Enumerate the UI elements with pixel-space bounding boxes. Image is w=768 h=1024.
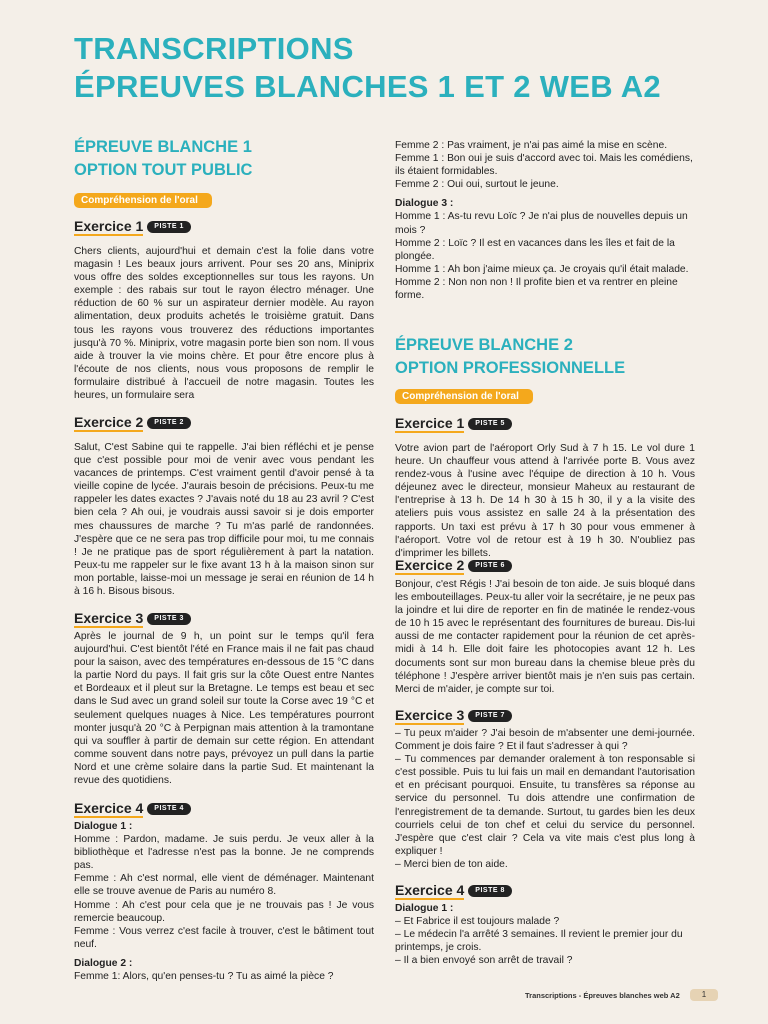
exercise-label: Exercice 3 — [395, 707, 465, 723]
exercise-4-dialogues — [74, 820, 374, 983]
section-title-line-2: OPTION PROFESSIONNELLE — [395, 359, 626, 377]
dialogue-line: Femme 2 : Oui oui, surtout le jeune. — [395, 179, 559, 191]
exercise-1-text: Votre avion part de l'aéroport Orly Sud à 7 h 15. Le vol dure 1 heure. Un chauffeur vous attend à l'arrivée porte B. Vous avez rendez-vous à l'usine avec l'équipe de direction à 10 h. Vous déjeunez avec le directeur, monsieur Maheux au restaurant de l'entreprise à 13 h. De 14 h 30 à 15 h 30, il y a la visite des ateliers puis vous assistez en salle 24 à la présentation des rapports. Un taxi est prévu à 17 h 30 pour vous emmener à l'aéroport. Votre vol de retour est à 19 h 30. N'oubliez pas d'imprimer les billets. — [395, 443, 695, 559]
dialogue-line: Homme 2 : Non non non ! Il profite bien et va rentrer en pleine forme. — [395, 276, 678, 302]
exercise-2-heading — [74, 414, 191, 432]
badge-comprehension-oral: Compréhension de l'oral — [74, 193, 212, 208]
dialogue-1-title: Dialogue 1 : — [74, 821, 133, 832]
exercise-3-text — [395, 727, 695, 871]
dialogue-line: Homme : Ah c'est pour cela que je ne trouvais pas ! Je vous remercie beaucoup. — [74, 899, 374, 924]
exercise-3-heading — [395, 707, 512, 725]
exercise-2-heading — [395, 557, 512, 575]
exercise-label: Exercice 1 — [395, 415, 465, 431]
piste-badge: PISTE 5 — [468, 418, 512, 430]
dialogue-3-title: Dialogue 3 : — [395, 198, 454, 210]
piste-badge: PISTE 1 — [147, 221, 191, 233]
exercise-1-heading — [74, 218, 191, 236]
exercise-4-heading — [74, 800, 191, 818]
piste-badge: PISTE 7 — [468, 710, 512, 722]
dialogue-line: Femme 1: Alors, qu'en penses-tu ? Tu as aimé la pièce ? — [74, 971, 334, 983]
section-title-epreuve-1 — [74, 136, 252, 182]
dialogue-1-title: Dialogue 1 : — [395, 903, 454, 914]
dialogue-line: – Le médecin l'a arrêté 3 semaines. Il revient le premier jour du printemps, je crois. — [395, 929, 683, 954]
footer-text: Transcriptions - Épreuves blanches web A2 — [525, 991, 680, 1000]
exercise-label: Exercice 2 — [74, 414, 144, 430]
exercise-3-heading — [74, 610, 191, 628]
dialogue-line: Femme : Vous verrez c'est facile à trouver, c'est le bâtiment tout neuf. — [74, 925, 374, 950]
dialogue-line: Femme : Ah c'est normal, elle vient de déménager. Maintenant elle se trouve avenue de Paris au numéro 8. — [74, 873, 374, 898]
exercise-label: Exercice 4 — [395, 882, 465, 898]
exercise-2-text: Salut, C'est Sabine qui te rappelle. J'ai bien réfléchi et je pense que c'est possible pour moi de venir avec vous pendant les vacances de printemps. C'est vraiment gentil d'avoir pensé à ta vieille copine de lycée. J'aurais besoin de précisions. Peux-tu me rappeler les dates exactes ? J'avais noté du 18 au 23 avril ? C'est bien cela ? Ah oui, je voudrais aussi savoir si je dois emporter mes chaussures de marche ? Tu m'as parlé de randonnées. J'espère que ce ne sera pas trop difficile pour moi, tu me connais ! Je ne pratique pas de sport régulièrement à part la natation. Peux-tu me rappeler sur le fixe avant 13 h à la maison sinon sur mon portable, laisse-moi un message je serai en réunion de 14 h à 16 h. Bisous bisous. — [74, 442, 374, 598]
dialogue-line: Homme : Pardon, madame. Je suis perdu. Je veux aller à la bibliothèque et l'adresse n'est pas la bonne. Je ne comprends pas. — [74, 834, 374, 872]
exercise-label: Exercice 2 — [395, 557, 465, 573]
title-line-1: TRANSCRIPTIONS — [74, 31, 354, 66]
section-title-line-1: ÉPREUVE BLANCHE 1 — [74, 138, 252, 156]
piste-badge: PISTE 8 — [468, 885, 512, 897]
exercise-label: Exercice 3 — [74, 610, 144, 626]
exercise-label: Exercice 4 — [74, 800, 144, 816]
section-title-line-1: ÉPREUVE BLANCHE 2 — [395, 336, 573, 354]
exercise-1-text: Chers clients, aujourd'hui et demain c'est la folie dans votre magasin ! Les beaux jours arrivent. Pour ses 20 ans, Miniprix vous offre des soldes exceptionnelles sur tous les rayons. Un exemple : des rabais sur tout le rayon électro ménager. Une réduction de 60 % sur un aspirateur dernier modèle. Au rayon alimentation, deux produits achetés le troisième gratuit. Dans tous les rayons vous trouverez des réductions importantes jusqu'à 70 %. Miniprix, votre magasin porte bien son nom. Il vous aide à trouver la vie moins chère. Et pour être encore plus à l'écoute de nos clients, nous vous proposons de remplir le formulaire distribué à l'accueil de notre magasin. Toutes les heures, un formulaire sera — [74, 246, 374, 402]
page-title — [74, 30, 714, 106]
dialogue-line: Femme 1 : Bon oui je suis d'accord avec toi. Mais les comédiens, ils étaient formidables. — [395, 153, 693, 178]
exercise-4-heading — [395, 882, 512, 900]
piste-badge: PISTE 3 — [147, 613, 191, 625]
dialogue-line: – Et Fabrice il est toujours malade ? — [395, 916, 560, 928]
dialogue-2-title: Dialogue 2 : — [74, 957, 133, 969]
dialogue-line: – Tu peux m'aider ? J'ai besoin de m'absenter une demi-journée. Comment je dois faire ? Et il faut s'adresser à qui ? — [395, 728, 695, 753]
badge-comprehension-oral: Compréhension de l'oral — [395, 389, 533, 404]
exercise-2-text: Bonjour, c'est Régis ! J'ai besoin de ton aide. Je suis bloqué dans les embouteillages. Peux-tu aller voir la secrétaire, je ne peux pas la joindre et lui dire de reporter en fin de matinée le rendez-vous de 10 h 15 avec le représentant des fournitures de bureau. Dis-lui aussi de me contacter rapidement pour la réunion de cet après-midi à 14 h. Elle doit faire les photocopies avant 12 h. Les documents sont sur mon bureau dans la chemise bleue près du téléphone ! J'espère arriver bientôt mais je n'en suis pas certain. Merci de m'aider, je compte sur toi. — [395, 579, 695, 695]
piste-badge: PISTE 2 — [147, 417, 191, 429]
dialogue-2-continued — [395, 139, 695, 302]
dialogue-line: – Tu commences par demander oralement à ton responsable si c'est possible. Puis tu lui fais un mail en demandant l'autorisation et en précisant pourquoi. Ensuite, tu transfères sa réponse au service du personnel. Tu dois attendre une confirmation de l'enregistrement de ta demande. Surtout, tu gardes bien les deux courriels celui de ton chef et celui du service du personnel. J'espère que c'est clair ? Cela va vite mais c'est plus long à expliquer ! — [395, 754, 695, 857]
page-number: 1 — [690, 989, 718, 1001]
exercise-3-text: Après le journal de 9 h, un point sur le temps qu'il fera aujourd'hui. C'est bientôt l'été en France mais il ne fait pas chaud pour la saison, avec des températures en-dessous de 15 °C dans la partie Nord du pays. Il fait gris sur la côte Ouest entre Nantes et Bordeaux et il pleut sur la Bretagne. Le temps est beau et sec dans le Sud avec un grand soleil sur toute la Corse avec 19 °C et seulement quelques nuages à Nice. Les températures pourront monter jusqu'à 20 °C à Perpignan mais attention à la tramontane qui va souffler à partir de demain sur cette région. En attendant comme souvent dans notre pays, prévoyez un pull dans la partie Nord et une crème solaire dans la partie Sud. Et maintenant la revue des quotidiens. — [74, 631, 374, 787]
dialogue-line: – Il a bien envoyé son arrêt de travail ? — [395, 955, 573, 967]
dialogue-line: Homme 1 : Ah bon j'aime mieux ça. Je croyais qu'il était malade. — [395, 263, 689, 275]
exercise-1-heading — [395, 415, 512, 433]
piste-badge: PISTE 6 — [468, 560, 512, 572]
exercise-label: Exercice 1 — [74, 218, 144, 234]
piste-badge: PISTE 4 — [147, 803, 191, 815]
section-title-epreuve-2 — [395, 334, 625, 380]
title-line-2: ÉPREUVES BLANCHES 1 ET 2 WEB A2 — [74, 69, 661, 104]
dialogue-line: Homme 2 : Loïc ? Il est en vacances dans les îles et fait de la plongée. — [395, 237, 675, 262]
section-title-line-2: OPTION TOUT PUBLIC — [74, 161, 253, 179]
dialogue-line: Femme 2 : Pas vraiment, je n'ai pas aimé la mise en scène. — [395, 140, 668, 151]
exercise-4-dialogue — [395, 902, 695, 967]
dialogue-line: – Merci bien de ton aide. — [395, 858, 508, 870]
dialogue-line: Homme 1 : As-tu revu Loïc ? Je n'ai plus de nouvelles depuis un mois ? — [395, 211, 688, 236]
